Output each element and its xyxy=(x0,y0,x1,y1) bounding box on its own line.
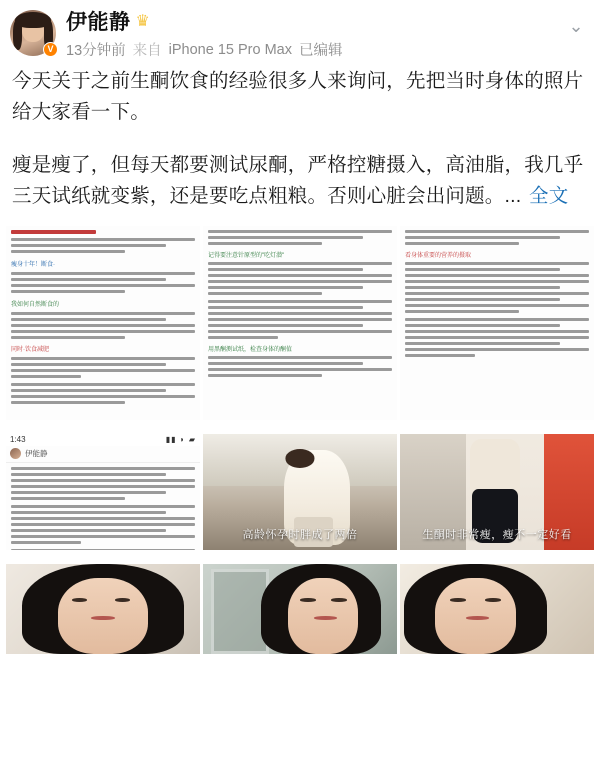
screenshot-notes-1-content xyxy=(6,226,200,420)
post-edited-label: 已编辑 xyxy=(298,43,343,59)
media-grid-row-2 xyxy=(0,426,600,556)
post-paragraph-2-text: 瘦是瘦了，但每天都要测试尿酮，严格控糖摄入，高油脂，我几乎三天试纸就变紫，还是要吃点粗粮。否则心脏会出问题。 xyxy=(12,154,584,207)
post-paragraph-2 xyxy=(12,150,588,212)
photo-portrait-right[interactable] xyxy=(400,564,594,654)
chevron-down-icon[interactable]: ⌄ xyxy=(568,16,584,36)
screenshot-notes-2-heading-2: 用黑酮测试纸，检查身体的酮值 xyxy=(208,347,293,353)
phone-status-icons: ▮▮ ◗ ▰ xyxy=(165,435,196,444)
author-name[interactable]: 伊能静 xyxy=(66,11,131,34)
avatar-hair-left xyxy=(13,20,22,50)
post-body xyxy=(0,62,600,218)
photo-street-walking[interactable] xyxy=(203,434,397,550)
post-header xyxy=(0,0,600,62)
verified-badge-icon: V xyxy=(43,42,58,57)
photo-portrait-middle-image xyxy=(203,564,397,654)
photo-black-leggings-image xyxy=(400,434,594,550)
post-time: 13分钟前 xyxy=(66,43,126,59)
photo-black-leggings[interactable] xyxy=(400,434,594,550)
phone-note-username: 伊能静 xyxy=(25,449,48,458)
screenshot-notes-2-heading: 记得要注意针原型的"吃灯潜" xyxy=(208,253,285,259)
screenshot-notes-2-content xyxy=(203,226,397,420)
screenshot-notes-1-heading: 瘦身十年！断食· xyxy=(11,262,55,268)
photo-subject-torso xyxy=(470,439,520,497)
post-device: iPhone 15 Pro Max xyxy=(168,41,292,58)
post-paragraph-1: 今天关于之前生酮饮食的经验很多人来询问，先把当时身体的照片给大家看一下。 xyxy=(12,70,584,123)
screenshot-notes-3-content xyxy=(400,226,594,420)
screenshot-notes-1-heading-2: 我如何自然断食的 xyxy=(11,302,60,308)
post-header-text xyxy=(56,8,562,60)
media-grid-row-3 xyxy=(0,556,600,660)
photo-subject-eye-left xyxy=(300,598,316,602)
post-ellipsis: ... xyxy=(504,185,522,207)
photo-subject-eye-right xyxy=(485,598,501,602)
phone-note-user xyxy=(6,446,200,463)
meta-source-prefix: 来自 xyxy=(132,43,162,59)
author-row xyxy=(66,8,562,34)
photo-portrait-right-image xyxy=(400,564,594,654)
screenshot-notes-3[interactable] xyxy=(400,226,594,420)
post-meta xyxy=(66,39,562,60)
photo-caption: 高龄怀孕时胖成了两倍 xyxy=(242,528,358,541)
photo-subject-lips xyxy=(91,616,114,620)
crown-icon: ♛ xyxy=(135,13,150,30)
photo-caption: 生酮时非常瘦，瘦不一定好看 xyxy=(422,528,572,541)
screenshot-notes-3-heading: 看身体重要的营养的摄取 xyxy=(405,253,472,259)
expand-full-text-link[interactable]: 全文 xyxy=(529,185,569,207)
photo-street-walking-image xyxy=(203,434,397,550)
screenshot-phone-note[interactable] xyxy=(6,434,200,550)
photo-subject-lips xyxy=(466,616,489,620)
photo-portrait-left[interactable] xyxy=(6,564,200,654)
photo-subject-eye-right xyxy=(115,598,131,602)
photo-subject-eye-left xyxy=(72,598,88,602)
screenshot-notes-2[interactable] xyxy=(203,226,397,420)
photo-subject-eye-left xyxy=(450,598,466,602)
avatar[interactable] xyxy=(10,10,56,56)
phone-status-time: 1:43 xyxy=(10,435,26,444)
photo-portrait-left-image xyxy=(6,564,200,654)
phone-note-avatar xyxy=(10,448,21,459)
phone-status-bar xyxy=(6,434,200,446)
screenshot-notes-1[interactable] xyxy=(6,226,200,420)
media-grid-row-1 xyxy=(0,218,600,426)
screenshot-notes-1-heading-3: 同时·饮食减肥 xyxy=(11,347,49,353)
photo-subject-eye-right xyxy=(331,598,347,602)
screenshot-phone-note-content xyxy=(6,434,200,550)
photo-portrait-middle[interactable] xyxy=(203,564,397,654)
photo-subject-lips xyxy=(314,616,337,620)
